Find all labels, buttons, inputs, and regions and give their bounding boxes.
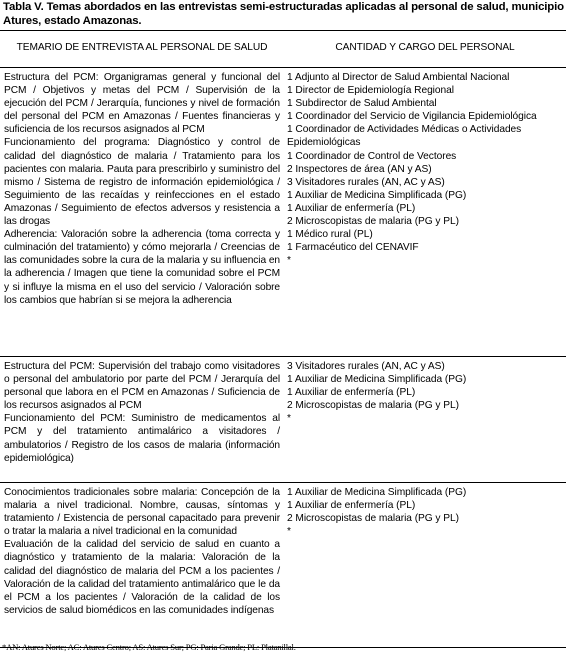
staff-item: 1 Auxiliar de Medicina Simplificada (PG) bbox=[287, 374, 467, 386]
topic-paragraph: Evaluación de la calidad del servicio de salud en cuanto a diagnóstico y tratamiento de la malaria: Valoración de la calidad del diagnóstico de malaria del PCM a los pacientes / Valoración de la calidad del tratamiento antimalárico que le da el PCM a los pacientes / Valoración de la calidad de los servicios de salud biomédicos en las comunidades indígenas bbox=[4, 539, 280, 616]
staff-item: * bbox=[287, 255, 291, 267]
topics-cell bbox=[0, 68, 284, 357]
table-row bbox=[0, 483, 566, 648]
topic-paragraph: Funcionamiento del PCM: Suministro de medicamentos al PCM y del tratamiento antimalárico a visitadores / ambulatorios / Registro de los casos de malaria (información epidemiológica) bbox=[4, 413, 280, 464]
staff-item: 3 Visitadores rurales (AN, AC y AS) bbox=[287, 361, 445, 372]
staff-item: 1 Director de Epidemiología Regional bbox=[287, 85, 454, 97]
staff-item: 2 Microscopistas de malaria (PG y PL) bbox=[287, 400, 459, 412]
table-caption: Tabla V. Temas abordados en las entrevistas semi-estructuradas aplicadas al personal de salud, municipio Atures, estado Amazonas. bbox=[3, 1, 564, 27]
topics-cell bbox=[0, 483, 284, 648]
staff-cell bbox=[284, 68, 566, 357]
topic-paragraph: Funcionamiento del programa: Diagnóstico y control de calidad del diagnóstico de malaria / Tratamiento para los pacientes con malaria. Pauta para prescribirlo y suministro del mismo / Sistema de registro de información epidemiológica / Seguimiento de las recaídas y reinfecciones en el estado Amazonas / Seguimiento de efectos adversos y resistencia a las drogas bbox=[4, 137, 280, 228]
table-header-row bbox=[0, 31, 566, 68]
interview-topics-table bbox=[0, 30, 566, 648]
staff-item: 2 Inspectores de área (AN y AS) bbox=[287, 163, 432, 175]
staff-item: 1 Coordinador de Control de Vectores bbox=[287, 150, 457, 162]
topic-paragraph: Conocimientos tradicionales sobre malaria: Concepción de la malaria a nivel tradicional. Nombre, causas, síntomas y tratamiento / Existencia de personal capacitado para prevenir o tratar la malaria a nivel tradicional en la comunidad bbox=[4, 487, 280, 538]
staff-item: 1 Auxiliar de enfermería (PL) bbox=[287, 500, 416, 512]
table-row bbox=[0, 68, 566, 357]
staff-item: 1 Adjunto al Director de Salud Ambiental Nacional bbox=[287, 72, 510, 83]
header-staff: CANTIDAD Y CARGO DEL PERSONAL bbox=[335, 41, 515, 53]
staff-item: 1 Farmacéutico del CENAVIF bbox=[287, 242, 419, 254]
staff-item: 2 Microscopistas de malaria (PG y PL) bbox=[287, 513, 459, 525]
staff-item: 1 Auxiliar de Medicina Simplificada (PG) bbox=[287, 189, 467, 201]
staff-item: * bbox=[287, 526, 291, 538]
topic-paragraph: Estructura del PCM: Organigramas general y funcional del PCM / Objetivos y metas del PCM / Supervisión de la ejecución del PCM / Jerarquía, funciones y nivel de formación del personal del PCM en Amazonas / Fuentes financieras y suficiencia de los recursos asignados al PCM bbox=[4, 72, 280, 136]
staff-cell bbox=[284, 357, 566, 483]
staff-item: 1 Subdirector de Salud Ambiental bbox=[287, 98, 437, 110]
staff-item: 1 Auxiliar de enfermería (PL) bbox=[287, 202, 416, 214]
staff-item: 2 Microscopistas de malaria (PG y PL) bbox=[287, 216, 459, 228]
staff-cell bbox=[284, 483, 566, 648]
staff-item: 1 Coordinador del Servicio de Vigilancia Epidemiológica bbox=[287, 111, 537, 123]
topic-paragraph: Adherencia: Valoración sobre la adherencia (toma correcta y culminación del tratamiento) y cómo mejorarla / Creencias de las comunidades sobre la cura de la malaria y su influencia en la adherencia / Imagen que tiene la comunidad sobre el PCM y si influye la misma en el uso del servicio / Valoración sobre los cambios que habrían si se mejora la adherencia bbox=[4, 229, 280, 306]
staff-item: 3 Visitadores rurales (AN, AC y AS) bbox=[287, 176, 445, 188]
staff-item: 1 Médico rural (PL) bbox=[287, 229, 373, 241]
table-row bbox=[0, 357, 566, 483]
staff-item: 1 Coordinador de Actividades Médicas o Actividades Epidemiológicas bbox=[287, 124, 522, 149]
staff-item: * bbox=[287, 413, 291, 425]
table-footnote: *AN: Atures Norte; AC: Atures Centro; AS: Atures Sur; PG: Paria Grande; PL: Platanillal. bbox=[2, 642, 296, 652]
staff-item: 1 Auxiliar de Medicina Simplificada (PG) bbox=[287, 487, 467, 498]
header-topics: TEMARIO DE ENTREVISTA AL PERSONAL DE SALUD bbox=[16, 41, 268, 53]
topics-cell bbox=[0, 357, 284, 483]
staff-item: 1 Auxiliar de enfermería (PL) bbox=[287, 387, 416, 399]
topic-paragraph: Estructura del PCM: Supervisión del trabajo como visitadores o personal del ambulatorio por parte del PCM / Jerarquía del personal que labora en el PCM en Amazonas / Suficiencia de los recursos asignados al PCM bbox=[4, 361, 280, 412]
